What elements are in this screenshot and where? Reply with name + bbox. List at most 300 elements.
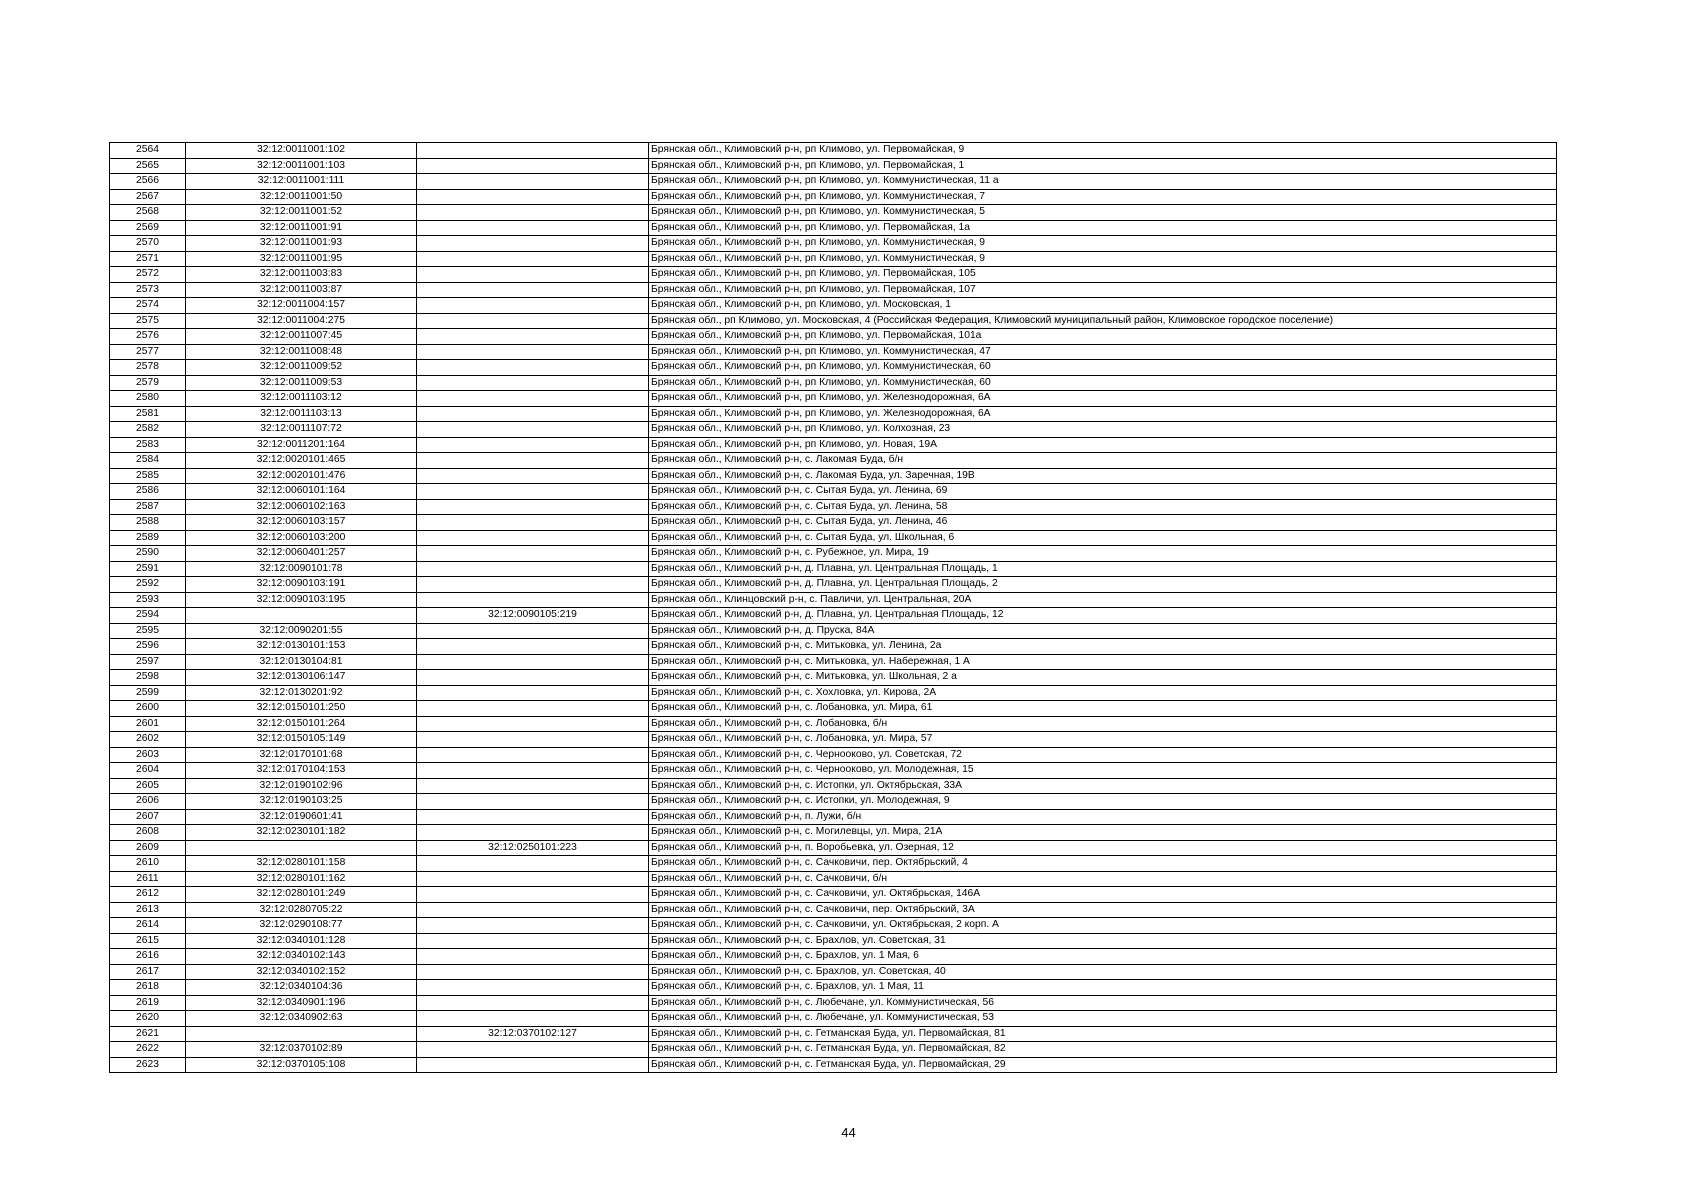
address-cell: Брянская обл., Климовский р-н, рп Климово, ул. Колхозная, 23: [649, 422, 1557, 438]
cadastral-number-cell: 32:12:0340104:36: [186, 980, 417, 996]
row-number-cell: 2586: [110, 484, 186, 500]
cadastral-number-cell: 32:12:0370102:89: [186, 1042, 417, 1058]
address-cell: Брянская обл., Климовский р-н, с. Чернооково, ул. Молодежная, 15: [649, 763, 1557, 779]
address-cell: Брянская обл., Климовский р-н, рп Климово, ул. Коммунистическая, 5: [649, 205, 1557, 221]
cadastral-number-alt-cell: [417, 949, 649, 965]
cadastral-number-cell: 32:12:0130104:81: [186, 654, 417, 670]
table-row: [110, 887, 1557, 903]
table-row: [110, 344, 1557, 360]
cadastral-number-alt-cell: [417, 329, 649, 345]
table-row: [110, 902, 1557, 918]
cadastral-number-alt-cell: [417, 499, 649, 515]
table-row: [110, 220, 1557, 236]
table-row: [110, 546, 1557, 562]
row-number-cell: 2605: [110, 778, 186, 794]
table-row: [110, 701, 1557, 717]
table-row: [110, 1042, 1557, 1058]
table-row: [110, 1026, 1557, 1042]
cadastral-number-cell: 32:12:0060103:200: [186, 530, 417, 546]
cadastral-number-cell: 32:12:0090201:55: [186, 623, 417, 639]
row-number-cell: 2607: [110, 809, 186, 825]
register-table-body: [110, 143, 1557, 1073]
cadastral-number-cell: 32:12:0340902:63: [186, 1011, 417, 1027]
address-cell: Брянская обл., Климовский р-н, рп Климово, ул. Коммунистическая, 9: [649, 236, 1557, 252]
row-number-cell: 2571: [110, 251, 186, 267]
table-row: [110, 809, 1557, 825]
cadastral-number-cell: 32:12:0011001:103: [186, 158, 417, 174]
cadastral-number-cell: 32:12:0011001:111: [186, 174, 417, 190]
cadastral-number-cell: [186, 608, 417, 624]
address-cell: Брянская обл., Климовский р-н, рп Климово, ул. Коммунистическая, 47: [649, 344, 1557, 360]
cadastral-number-cell: 32:12:0020101:476: [186, 468, 417, 484]
row-number-cell: 2566: [110, 174, 186, 190]
cadastral-number-cell: 32:12:0150101:264: [186, 716, 417, 732]
cadastral-number-alt-cell: [417, 1042, 649, 1058]
table-row: [110, 933, 1557, 949]
cadastral-number-alt-cell: [417, 933, 649, 949]
cadastral-number-alt-cell: [417, 484, 649, 500]
row-number-cell: 2620: [110, 1011, 186, 1027]
row-number-cell: 2614: [110, 918, 186, 934]
table-row: [110, 406, 1557, 422]
cadastral-number-alt-cell: [417, 251, 649, 267]
cadastral-number-cell: 32:12:0011004:157: [186, 298, 417, 314]
row-number-cell: 2565: [110, 158, 186, 174]
cadastral-number-cell: 32:12:0130106:147: [186, 670, 417, 686]
property-register-table: [109, 142, 1557, 1073]
address-cell: Брянская обл., Климовский р-н, рп Климово, ул. Железнодорожная, 6А: [649, 391, 1557, 407]
cadastral-number-cell: 32:12:0280101:158: [186, 856, 417, 872]
row-number-cell: 2588: [110, 515, 186, 531]
table-row: [110, 205, 1557, 221]
cadastral-number-cell: 32:12:0170101:68: [186, 747, 417, 763]
cadastral-number-alt-cell: [417, 701, 649, 717]
cadastral-number-alt-cell: [417, 902, 649, 918]
address-cell: Брянская обл., Климовский р-н, с. Гетманская Буда, ул. Первомайская, 29: [649, 1057, 1557, 1073]
table-row: [110, 778, 1557, 794]
address-cell: Брянская обл., Климовский р-н, с. Любечане, ул. Коммунистическая, 53: [649, 1011, 1557, 1027]
cadastral-number-alt-cell: [417, 422, 649, 438]
row-number-cell: 2589: [110, 530, 186, 546]
row-number-cell: 2574: [110, 298, 186, 314]
address-cell: Брянская обл., Климовский р-н, с. Сытая Буда, ул. Ленина, 69: [649, 484, 1557, 500]
address-cell: Брянская обл., Климовский р-н, с. Лакомая Буда, ул. Заречная, 19В: [649, 468, 1557, 484]
cadastral-number-alt-cell: [417, 654, 649, 670]
cadastral-number-alt-cell: [417, 546, 649, 562]
cadastral-number-alt-cell: [417, 763, 649, 779]
address-cell: Брянская обл., Климовский р-н, рп Климово, ул. Коммунистическая, 9: [649, 251, 1557, 267]
row-number-cell: 2593: [110, 592, 186, 608]
cadastral-number-cell: 32:12:0060102:163: [186, 499, 417, 515]
cadastral-number-cell: 32:12:0011003:87: [186, 282, 417, 298]
cadastral-number-cell: 32:12:0190103:25: [186, 794, 417, 810]
table-row: [110, 856, 1557, 872]
cadastral-number-alt-cell: [417, 577, 649, 593]
cadastral-number-cell: 32:12:0011001:52: [186, 205, 417, 221]
row-number-cell: 2572: [110, 267, 186, 283]
address-cell: Брянская обл., Климовский р-н, с. Хохловка, ул. Кирова, 2А: [649, 685, 1557, 701]
cadastral-number-cell: 32:12:0090101:78: [186, 561, 417, 577]
cadastral-number-cell: 32:12:0280101:162: [186, 871, 417, 887]
cadastral-number-alt-cell: [417, 174, 649, 190]
address-cell: Брянская обл., Климовский р-н, с. Брахлов, ул. Советская, 40: [649, 964, 1557, 980]
cadastral-number-cell: 32:12:0130201:92: [186, 685, 417, 701]
cadastral-number-alt-cell: [417, 360, 649, 376]
table-row: [110, 1057, 1557, 1073]
address-cell: Брянская обл., Климовский р-н, с. Любечане, ул. Коммунистическая, 56: [649, 995, 1557, 1011]
address-cell: Брянская обл., Климовский р-н, с. Брахлов, ул. 1 Мая, 11: [649, 980, 1557, 996]
table-row: [110, 840, 1557, 856]
table-row: [110, 794, 1557, 810]
cadastral-number-cell: 32:12:0060101:164: [186, 484, 417, 500]
cadastral-number-cell: 32:12:0011103:13: [186, 406, 417, 422]
row-number-cell: 2600: [110, 701, 186, 717]
cadastral-number-cell: [186, 840, 417, 856]
cadastral-number-cell: 32:12:0011103:12: [186, 391, 417, 407]
cadastral-number-alt-cell: [417, 468, 649, 484]
cadastral-number-cell: 32:12:0011001:102: [186, 143, 417, 159]
cadastral-number-cell: 32:12:0230101:182: [186, 825, 417, 841]
cadastral-number-cell: 32:12:0011009:53: [186, 375, 417, 391]
table-row: [110, 251, 1557, 267]
address-cell: Брянская обл., Климовский р-н, с. Гетманская Буда, ул. Первомайская, 82: [649, 1042, 1557, 1058]
row-number-cell: 2615: [110, 933, 186, 949]
cadastral-number-alt-cell: [417, 1011, 649, 1027]
cadastral-number-cell: 32:12:0011201:164: [186, 437, 417, 453]
cadastral-number-alt-cell: [417, 515, 649, 531]
row-number-cell: 2602: [110, 732, 186, 748]
cadastral-number-cell: 32:12:0340102:143: [186, 949, 417, 965]
cadastral-number-cell: 32:12:0090103:195: [186, 592, 417, 608]
row-number-cell: 2621: [110, 1026, 186, 1042]
table-row: [110, 949, 1557, 965]
row-number-cell: 2612: [110, 887, 186, 903]
row-number-cell: 2568: [110, 205, 186, 221]
table-row: [110, 282, 1557, 298]
table-row: [110, 670, 1557, 686]
row-number-cell: 2575: [110, 313, 186, 329]
table-row: [110, 453, 1557, 469]
row-number-cell: 2613: [110, 902, 186, 918]
address-cell: Брянская обл., Климовский р-н, с. Лобановка, ул. Мира, 57: [649, 732, 1557, 748]
cadastral-number-alt-cell: [417, 964, 649, 980]
address-cell: Брянская обл., Климовский р-н, с. Гетманская Буда, ул. Первомайская, 81: [649, 1026, 1557, 1042]
cadastral-number-cell: 32:12:0170104:153: [186, 763, 417, 779]
cadastral-number-cell: 32:12:0340901:196: [186, 995, 417, 1011]
table-row: [110, 484, 1557, 500]
cadastral-number-cell: 32:12:0130101:153: [186, 639, 417, 655]
cadastral-number-cell: 32:12:0340102:152: [186, 964, 417, 980]
address-cell: Брянская обл., Климовский р-н, с. Сытая Буда, ул. Ленина, 46: [649, 515, 1557, 531]
address-cell: Брянская обл., Климовский р-н, рп Климово, ул. Первомайская, 1а: [649, 220, 1557, 236]
table-row: [110, 1011, 1557, 1027]
cadastral-number-alt-cell: [417, 158, 649, 174]
cadastral-number-cell: 32:12:0150101:250: [186, 701, 417, 717]
row-number-cell: 2570: [110, 236, 186, 252]
cadastral-number-alt-cell: [417, 453, 649, 469]
cadastral-number-cell: 32:12:0060401:257: [186, 546, 417, 562]
table-row: [110, 158, 1557, 174]
cadastral-number-alt-cell: [417, 825, 649, 841]
cadastral-number-alt-cell: [417, 391, 649, 407]
cadastral-number-alt-cell: [417, 313, 649, 329]
table-row: [110, 422, 1557, 438]
row-number-cell: 2584: [110, 453, 186, 469]
table-row: [110, 329, 1557, 345]
table-row: [110, 375, 1557, 391]
cadastral-number-alt-cell: [417, 561, 649, 577]
table-row: [110, 236, 1557, 252]
cadastral-number-cell: 32:12:0190102:96: [186, 778, 417, 794]
address-cell: Брянская обл., Климовский р-н, с. Брахлов, ул. 1 Мая, 6: [649, 949, 1557, 965]
address-cell: Брянская обл., Климовский р-н, п. Воробьевка, ул. Озерная, 12: [649, 840, 1557, 856]
cadastral-number-alt-cell: 32:12:0090105:219: [417, 608, 649, 624]
row-number-cell: 2594: [110, 608, 186, 624]
table-row: [110, 515, 1557, 531]
cadastral-number-alt-cell: [417, 778, 649, 794]
address-cell: Брянская обл., Климовский р-н, с. Брахлов, ул. Советская, 31: [649, 933, 1557, 949]
cadastral-number-cell: 32:12:0011001:50: [186, 189, 417, 205]
cadastral-number-alt-cell: [417, 406, 649, 422]
row-number-cell: 2609: [110, 840, 186, 856]
cadastral-number-cell: 32:12:0011008:48: [186, 344, 417, 360]
row-number-cell: 2597: [110, 654, 186, 670]
cadastral-number-cell: 32:12:0340101:128: [186, 933, 417, 949]
address-cell: Брянская обл., Климовский р-н, д. Плавна, ул. Центральная Площадь, 2: [649, 577, 1557, 593]
cadastral-number-alt-cell: [417, 670, 649, 686]
cadastral-number-alt-cell: [417, 732, 649, 748]
row-number-cell: 2579: [110, 375, 186, 391]
row-number-cell: 2591: [110, 561, 186, 577]
address-cell: Брянская обл., Клинцовский р-н, с. Павличи, ул. Центральная, 20А: [649, 592, 1557, 608]
address-cell: Брянская обл., Климовский р-н, рп Климово, ул. Коммунистическая, 7: [649, 189, 1557, 205]
address-cell: Брянская обл., Климовский р-н, с. Чернооково, ул. Советская, 72: [649, 747, 1557, 763]
row-number-cell: 2599: [110, 685, 186, 701]
address-cell: Брянская обл., Климовский р-н, с. Сытая Буда, ул. Школьная, 6: [649, 530, 1557, 546]
address-cell: Брянская обл., Климовский р-н, рп Климово, ул. Первомайская, 105: [649, 267, 1557, 283]
cadastral-number-cell: 32:12:0190601:41: [186, 809, 417, 825]
address-cell: Брянская обл., Климовский р-н, с. Митьковка, ул. Школьная, 2 а: [649, 670, 1557, 686]
row-number-cell: 2573: [110, 282, 186, 298]
row-number-cell: 2595: [110, 623, 186, 639]
table-row: [110, 918, 1557, 934]
cadastral-number-alt-cell: [417, 220, 649, 236]
table-row: [110, 174, 1557, 190]
table-row: [110, 437, 1557, 453]
table-row: [110, 763, 1557, 779]
page-number: 44: [841, 1125, 856, 1140]
row-number-cell: 2569: [110, 220, 186, 236]
cadastral-number-alt-cell: [417, 1057, 649, 1073]
cadastral-number-alt-cell: [417, 794, 649, 810]
cadastral-number-cell: 32:12:0011001:93: [186, 236, 417, 252]
address-cell: Брянская обл., Климовский р-н, д. Плавна, ул. Центральная Площадь, 1: [649, 561, 1557, 577]
cadastral-number-alt-cell: [417, 716, 649, 732]
table-row: [110, 561, 1557, 577]
cadastral-number-cell: 32:12:0280705:22: [186, 902, 417, 918]
row-number-cell: 2582: [110, 422, 186, 438]
cadastral-number-alt-cell: [417, 530, 649, 546]
row-number-cell: 2580: [110, 391, 186, 407]
row-number-cell: 2564: [110, 143, 186, 159]
address-cell: Брянская обл., Климовский р-н, с. Лакомая Буда, б/н: [649, 453, 1557, 469]
cadastral-number-alt-cell: [417, 887, 649, 903]
address-cell: Брянская обл., Климовский р-н, рп Климово, ул. Первомайская, 1: [649, 158, 1557, 174]
table-row: [110, 391, 1557, 407]
cadastral-number-alt-cell: [417, 747, 649, 763]
cadastral-number-cell: [186, 1026, 417, 1042]
table-row: [110, 267, 1557, 283]
address-cell: Брянская обл., Климовский р-н, п. Лужи, б/н: [649, 809, 1557, 825]
table-row: [110, 964, 1557, 980]
address-cell: Брянская обл., Климовский р-н, с. Сытая Буда, ул. Ленина, 58: [649, 499, 1557, 515]
table-row: [110, 577, 1557, 593]
table-row: [110, 623, 1557, 639]
row-number-cell: 2603: [110, 747, 186, 763]
row-number-cell: 2610: [110, 856, 186, 872]
row-number-cell: 2619: [110, 995, 186, 1011]
table-row: [110, 313, 1557, 329]
cadastral-number-alt-cell: [417, 189, 649, 205]
row-number-cell: 2598: [110, 670, 186, 686]
row-number-cell: 2601: [110, 716, 186, 732]
row-number-cell: 2606: [110, 794, 186, 810]
table-row: [110, 143, 1557, 159]
address-cell: Брянская обл., Климовский р-н, рп Климово, ул. Первомайская, 107: [649, 282, 1557, 298]
row-number-cell: 2590: [110, 546, 186, 562]
cadastral-number-alt-cell: [417, 639, 649, 655]
address-cell: Брянская обл., Климовский р-н, с. Истопки, ул. Молодежная, 9: [649, 794, 1557, 810]
cadastral-number-cell: 32:12:0370105:108: [186, 1057, 417, 1073]
row-number-cell: 2592: [110, 577, 186, 593]
cadastral-number-alt-cell: [417, 918, 649, 934]
row-number-cell: 2611: [110, 871, 186, 887]
address-cell: Брянская обл., Климовский р-н, с. Сачковичи, ул. Октябрьская, 2 корп. А: [649, 918, 1557, 934]
cadastral-number-cell: 32:12:0011001:91: [186, 220, 417, 236]
address-cell: Брянская обл., Климовский р-н, рп Климово, ул. Коммунистическая, 11 а: [649, 174, 1557, 190]
table-row: [110, 468, 1557, 484]
cadastral-number-alt-cell: [417, 375, 649, 391]
address-cell: Брянская обл., Климовский р-н, рп Климово, ул. Коммунистическая, 60: [649, 375, 1557, 391]
address-cell: Брянская обл., Климовский р-н, с. Лобановка, б/н: [649, 716, 1557, 732]
cadastral-number-alt-cell: [417, 809, 649, 825]
table-row: [110, 732, 1557, 748]
row-number-cell: 2604: [110, 763, 186, 779]
cadastral-number-cell: 32:12:0280101:249: [186, 887, 417, 903]
row-number-cell: 2567: [110, 189, 186, 205]
row-number-cell: 2576: [110, 329, 186, 345]
cadastral-number-alt-cell: 32:12:0370102:127: [417, 1026, 649, 1042]
address-cell: Брянская обл., Климовский р-н, с. Митьковка, ул. Ленина, 2а: [649, 639, 1557, 655]
address-cell: Брянская обл., Климовский р-н, с. Лобановка, ул. Мира, 61: [649, 701, 1557, 717]
address-cell: Брянская обл., Климовский р-н, с. Сачковичи, б/н: [649, 871, 1557, 887]
address-cell: Брянская обл., Климовский р-н, д. Пруска, 84А: [649, 623, 1557, 639]
cadastral-number-cell: 32:12:0090103:191: [186, 577, 417, 593]
address-cell: Брянская обл., Климовский р-н, с. Рубежное, ул. Мира, 19: [649, 546, 1557, 562]
cadastral-number-alt-cell: [417, 995, 649, 1011]
row-number-cell: 2608: [110, 825, 186, 841]
table-row: [110, 639, 1557, 655]
cadastral-number-alt-cell: [417, 623, 649, 639]
table-row: [110, 360, 1557, 376]
address-cell: Брянская обл., Климовский р-н, рп Климово, ул. Московская, 1: [649, 298, 1557, 314]
cadastral-number-alt-cell: [417, 298, 649, 314]
table-row: [110, 592, 1557, 608]
address-cell: Брянская обл., Климовский р-н, рп Климово, ул. Новая, 19А: [649, 437, 1557, 453]
address-cell: Брянская обл., Климовский р-н, рп Климово, ул. Железнодорожная, 6А: [649, 406, 1557, 422]
table-row: [110, 685, 1557, 701]
row-number-cell: 2623: [110, 1057, 186, 1073]
table-row: [110, 825, 1557, 841]
row-number-cell: 2583: [110, 437, 186, 453]
address-cell: Брянская обл., Климовский р-н, с. Сачковичи, пер. Октябрьский, 4: [649, 856, 1557, 872]
row-number-cell: 2616: [110, 949, 186, 965]
address-cell: Брянская обл., Климовский р-н, с. Истопки, ул. Октябрьская, 33А: [649, 778, 1557, 794]
row-number-cell: 2622: [110, 1042, 186, 1058]
cadastral-number-alt-cell: [417, 344, 649, 360]
cadastral-number-alt-cell: [417, 980, 649, 996]
cadastral-number-alt-cell: [417, 592, 649, 608]
cadastral-number-alt-cell: [417, 871, 649, 887]
table-row: [110, 298, 1557, 314]
table-row: [110, 499, 1557, 515]
address-cell: Брянская обл., Климовский р-н, с. Могилевцы, ул. Мира, 21А: [649, 825, 1557, 841]
table-row: [110, 654, 1557, 670]
cadastral-number-alt-cell: [417, 267, 649, 283]
table-row: [110, 716, 1557, 732]
cadastral-number-cell: 32:12:0011003:83: [186, 267, 417, 283]
table-row: [110, 747, 1557, 763]
cadastral-number-cell: 32:12:0150105:149: [186, 732, 417, 748]
row-number-cell: 2581: [110, 406, 186, 422]
cadastral-number-cell: 32:12:0020101:465: [186, 453, 417, 469]
cadastral-number-cell: 32:12:0011107:72: [186, 422, 417, 438]
row-number-cell: 2578: [110, 360, 186, 376]
row-number-cell: 2577: [110, 344, 186, 360]
address-cell: Брянская обл., Климовский р-н, рп Климово, ул. Коммунистическая, 60: [649, 360, 1557, 376]
table-row: [110, 189, 1557, 205]
cadastral-number-alt-cell: 32:12:0250101:223: [417, 840, 649, 856]
cadastral-number-cell: 32:12:0011007:45: [186, 329, 417, 345]
address-cell: Брянская обл., Климовский р-н, д. Плавна, ул. Центральная Площадь, 12: [649, 608, 1557, 624]
row-number-cell: 2618: [110, 980, 186, 996]
table-row: [110, 995, 1557, 1011]
cadastral-number-cell: 32:12:0011009:52: [186, 360, 417, 376]
cadastral-number-alt-cell: [417, 143, 649, 159]
cadastral-number-cell: 32:12:0011001:95: [186, 251, 417, 267]
cadastral-number-cell: 32:12:0290108:77: [186, 918, 417, 934]
cadastral-number-alt-cell: [417, 236, 649, 252]
address-cell: Брянская обл., Климовский р-н, с. Митьковка, ул. Набережная, 1 А: [649, 654, 1557, 670]
address-cell: Брянская обл., рп Климово, ул. Московская, 4 (Российская Федерация, Климовский муниципальный район, Климовское городское поселение): [649, 313, 1557, 329]
row-number-cell: 2596: [110, 639, 186, 655]
cadastral-number-cell: 32:12:0060103:157: [186, 515, 417, 531]
table-row: [110, 980, 1557, 996]
address-cell: Брянская обл., Климовский р-н, рп Климово, ул. Первомайская, 101а: [649, 329, 1557, 345]
cadastral-number-alt-cell: [417, 437, 649, 453]
address-cell: Брянская обл., Климовский р-н, с. Сачковичи, ул. Октябрьская, 146А: [649, 887, 1557, 903]
cadastral-number-alt-cell: [417, 856, 649, 872]
table-row: [110, 608, 1557, 624]
cadastral-number-alt-cell: [417, 282, 649, 298]
cadastral-number-alt-cell: [417, 205, 649, 221]
row-number-cell: 2585: [110, 468, 186, 484]
table-row: [110, 871, 1557, 887]
cadastral-number-alt-cell: [417, 685, 649, 701]
cadastral-number-cell: 32:12:0011004:275: [186, 313, 417, 329]
table-row: [110, 530, 1557, 546]
address-cell: Брянская обл., Климовский р-н, рп Климово, ул. Первомайская, 9: [649, 143, 1557, 159]
